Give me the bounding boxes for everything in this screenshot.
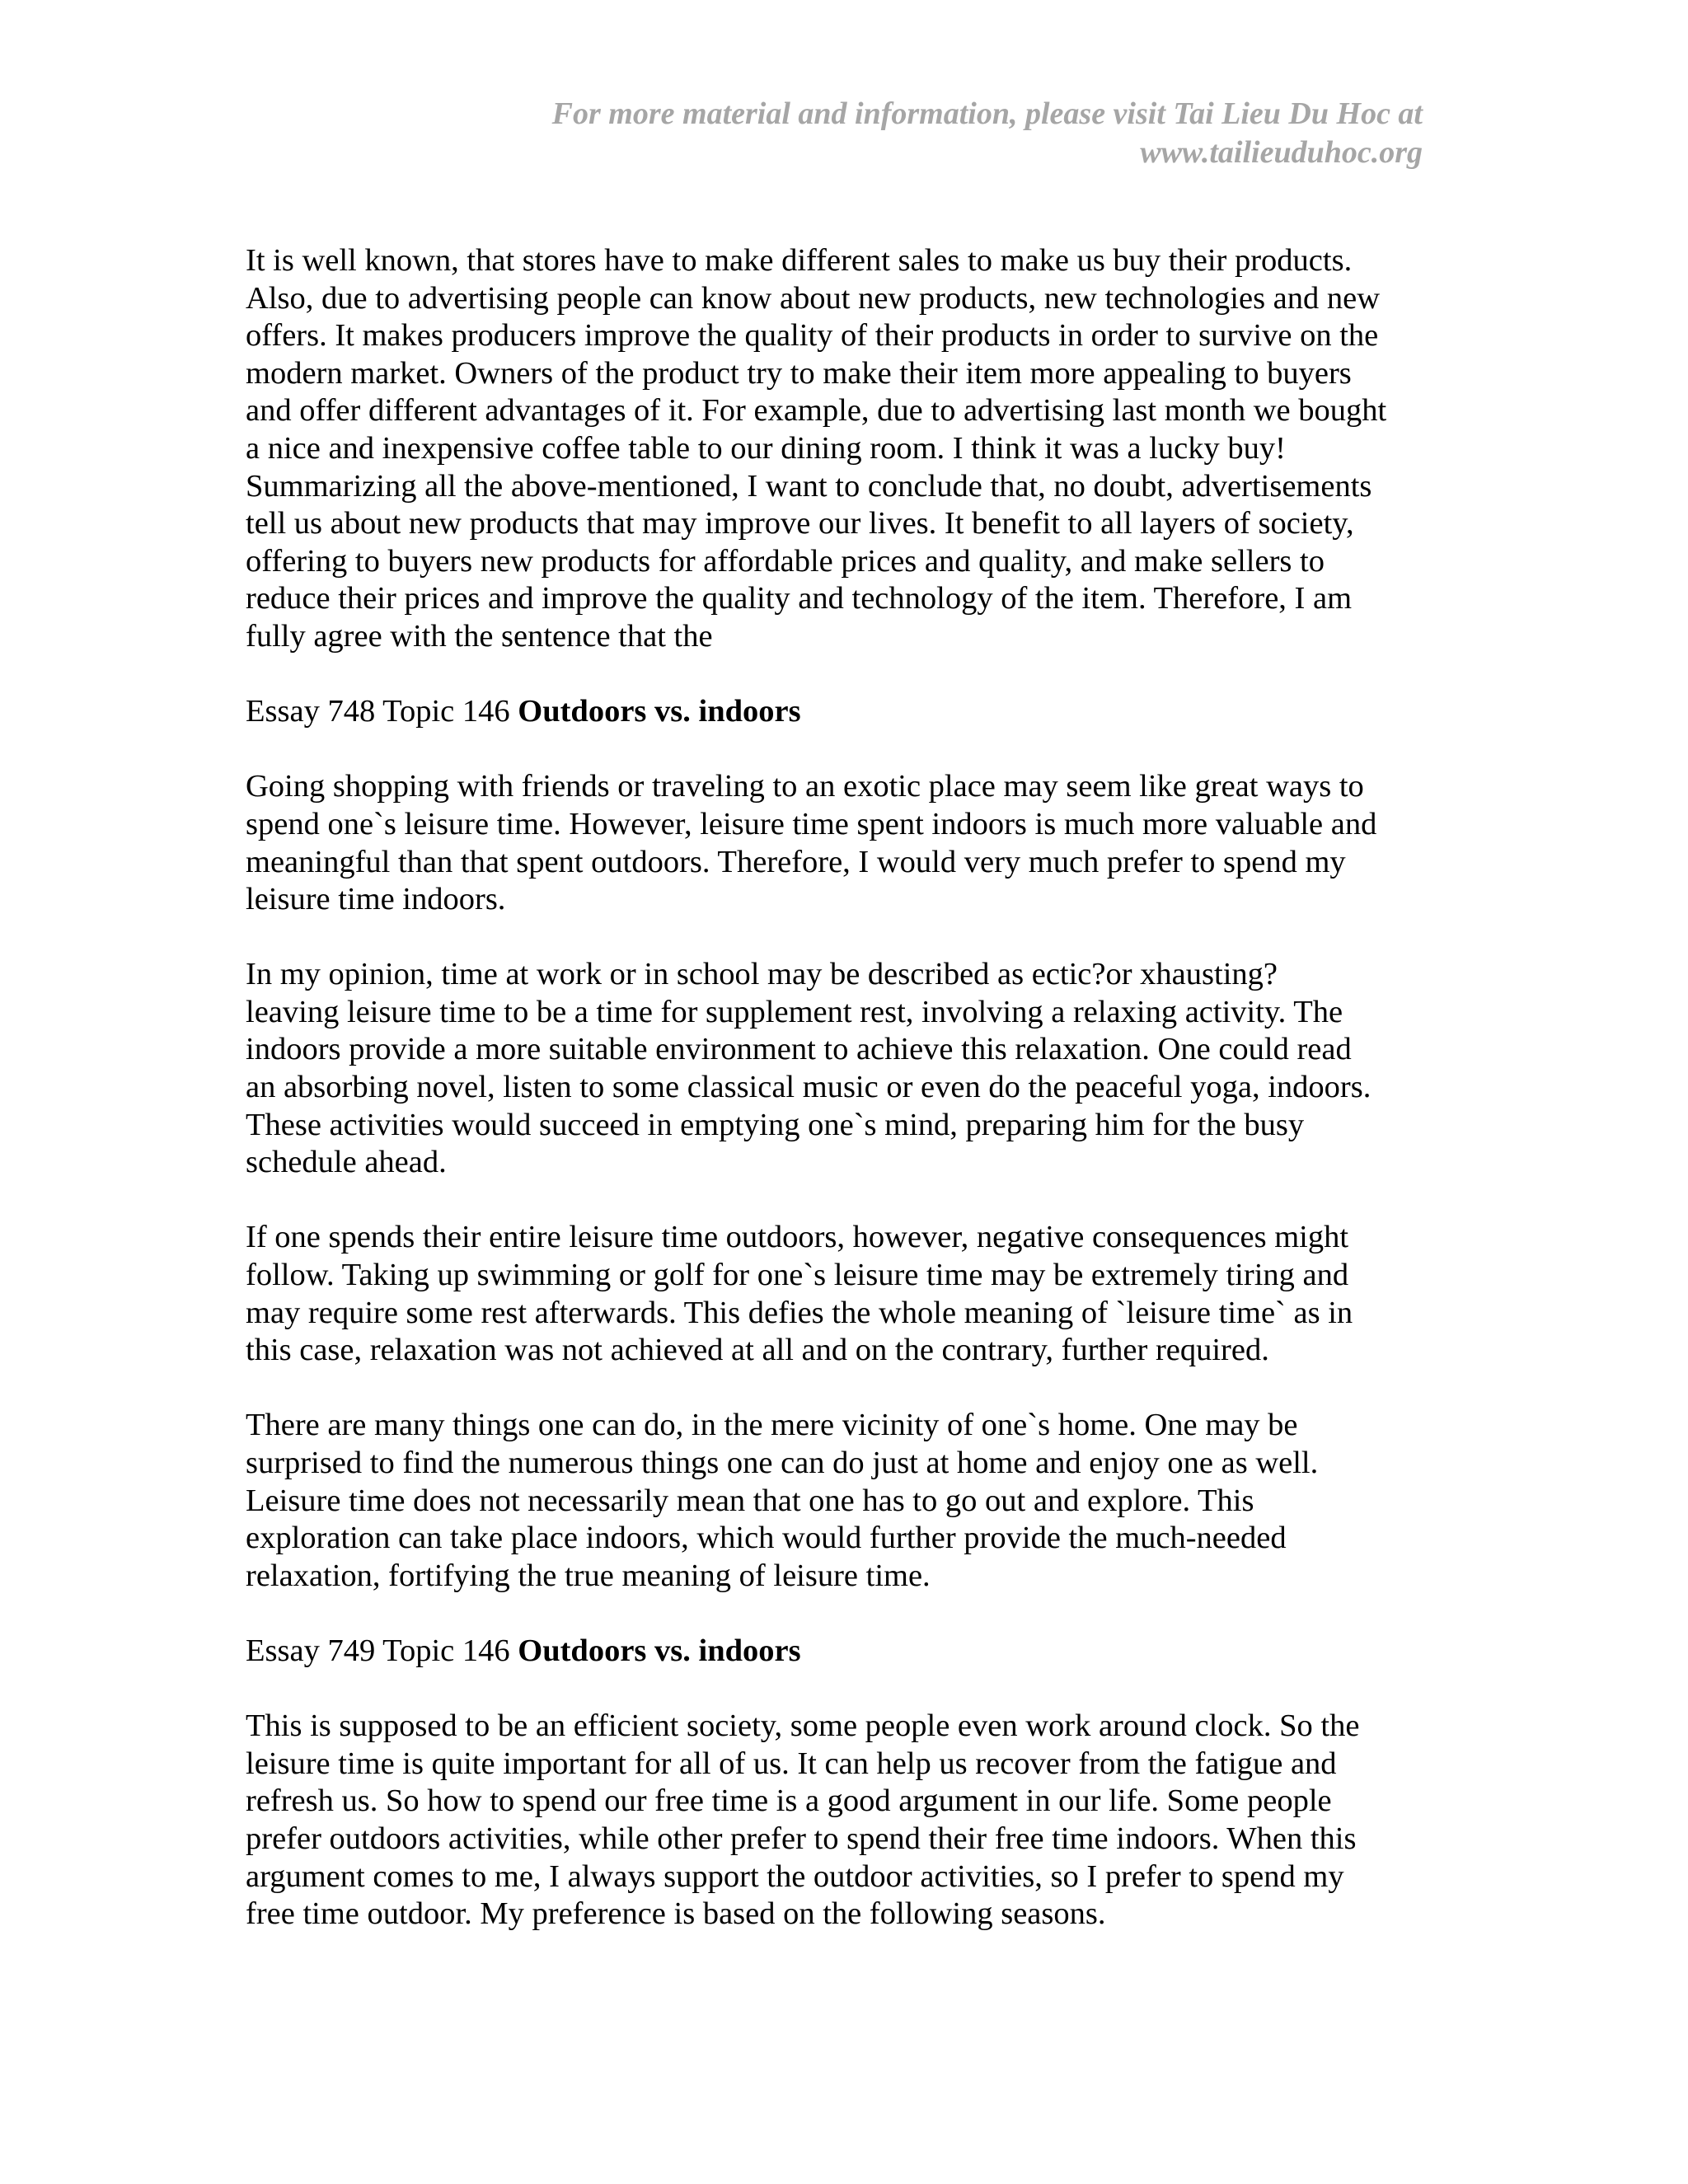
text-line: spend one`s leisure time. However, leisure time spent indoors is much more valuable and — [246, 806, 1377, 841]
text-line: prefer outdoors activities, while other prefer to spend their free time indoors. When this — [246, 1821, 1357, 1856]
paragraph-essay-748-intro — [246, 768, 1449, 918]
essay-749-heading — [246, 1633, 1449, 1671]
text-line: may require some rest afterwards. This defies the whole meaning of `leisure time` as in — [246, 1295, 1353, 1330]
header-line-2: www.tailieuduhoc.org — [1140, 135, 1423, 170]
text-line: Going shopping with friends or traveling to an exotic place may seem like great ways to — [246, 769, 1364, 804]
paragraph-essay-748-body-1 — [246, 956, 1449, 1182]
page-header — [269, 95, 1423, 172]
text-line: tell us about new products that may improve our lives. It benefit to all layers of society, — [246, 506, 1354, 541]
text-line: a nice and inexpensive coffee table to our dining room. I think it was a lucky buy! — [246, 430, 1286, 466]
text-line: If one spends their entire leisure time outdoors, however, negative consequences might — [246, 1220, 1349, 1255]
essay-748-heading — [246, 693, 1449, 731]
text-line: exploration can take place indoors, which would further provide the much-needed — [246, 1521, 1287, 1556]
text-line: These activities would succeed in emptying one`s mind, preparing him for the busy — [246, 1107, 1305, 1142]
text-line: This is supposed to be an efficient society, some people even work around clock. So the — [246, 1708, 1360, 1744]
text-line: offers. It makes producers improve the quality of their products in order to survive on the — [246, 318, 1379, 354]
text-line: argument comes to me, I always support the outdoor activities, so I prefer to spend my — [246, 1858, 1344, 1894]
text-line: meaningful than that spent outdoors. Therefore, I would very much prefer to spend my — [246, 844, 1346, 879]
paragraph-essay-748-body-2 — [246, 1219, 1449, 1369]
text-line: refresh us. So how to spend our free time is a good argument in our life. Some people — [246, 1783, 1332, 1819]
text-line: surprised to find the numerous things one can do just at home and enjoy one as well. — [246, 1446, 1319, 1480]
text-line: Leisure time does not necessarily mean that one has to go out and explore. This — [246, 1483, 1254, 1518]
text-line: free time outdoor. My preference is based on the following seasons. — [246, 1896, 1106, 1932]
header-line-1: For more material and information, please visit Tai Lieu Du Hoc at — [551, 96, 1423, 131]
text-line: Also, due to advertising people can know about new products, new technologies and new — [246, 280, 1381, 316]
text-line: indoors provide a more suitable environment to achieve this relaxation. One could read — [246, 1032, 1352, 1067]
text-line: offering to buyers new products for affordable prices and quality, and make sellers to — [246, 543, 1325, 579]
text-line: follow. Taking up swimming or golf for one`s leisure time may be extremely tiring and — [246, 1258, 1349, 1293]
paragraph-advertising-conclusion — [246, 242, 1449, 656]
text-line: fully agree with the sentence that the — [246, 618, 713, 654]
essay-749-label: Essay 749 Topic 146 — [246, 1633, 518, 1668]
text-line: schedule ahead. — [246, 1145, 447, 1180]
text-line: relaxation, fortifying the true meaning of leisure time. — [246, 1558, 931, 1593]
paragraph-essay-749-intro — [246, 1708, 1449, 1933]
text-line: It is well known, that stores have to make different sales to make us buy their products. — [246, 243, 1353, 278]
essay-749-title: Outdoors vs. indoors — [518, 1633, 801, 1668]
text-line: There are many things one can do, in the mere vicinity of one`s home. One may be — [246, 1408, 1298, 1443]
text-line: modern market. Owners of the product try to make their item more appealing to buyers — [246, 355, 1352, 391]
text-line: leisure time is quite important for all of us. It can help us recover from the fatigue and — [246, 1746, 1337, 1781]
text-line: In my opinion, time at work or in school may be described as ectic?or xhausting? — [246, 957, 1278, 992]
essay-748-label: Essay 748 Topic 146 — [246, 694, 518, 729]
text-line: leisure time indoors. — [246, 882, 506, 917]
text-line: Summarizing all the above-mentioned, I want to conclude that, no doubt, advertisements — [246, 468, 1372, 504]
text-line: and offer different advantages of it. For example, due to advertising last month we bought — [246, 393, 1387, 429]
paragraph-essay-748-conclusion — [246, 1407, 1449, 1595]
text-line: leaving leisure time to be a time for supplement rest, involving a relaxing activity. The — [246, 994, 1343, 1029]
text-line: reduce their prices and improve the quality and technology of the item. Therefore, I am — [246, 581, 1353, 616]
essay-748-title: Outdoors vs. indoors — [518, 694, 801, 729]
text-line: this case, relaxation was not achieved at all and on the contrary, further required. — [246, 1333, 1269, 1368]
text-line: an absorbing novel, listen to some classical music or even do the peaceful yoga, indoors. — [246, 1070, 1372, 1105]
document-body — [246, 242, 1449, 1933]
